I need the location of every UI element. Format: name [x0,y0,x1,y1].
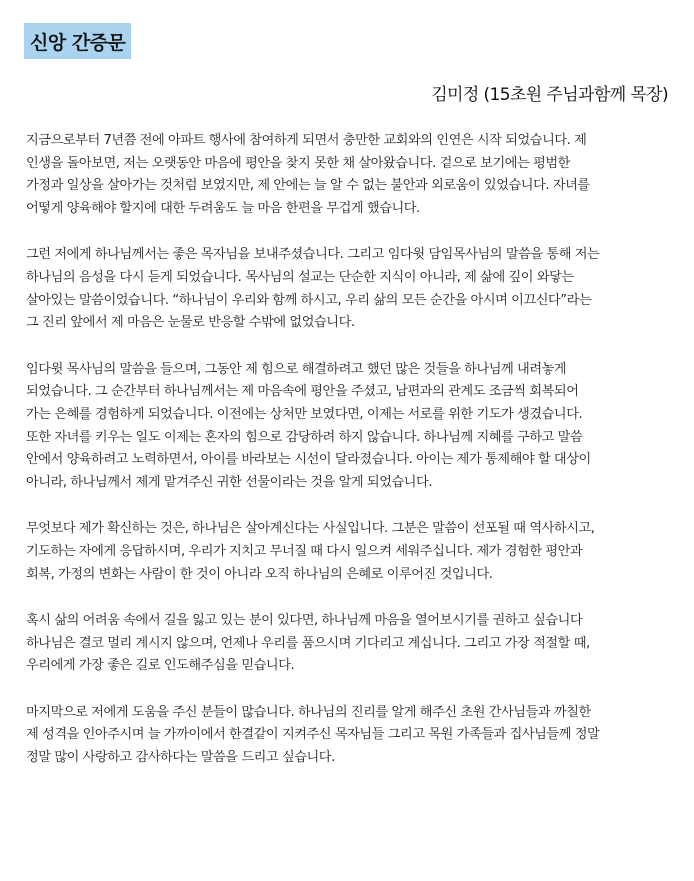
text-line: 지금으로부터 7년쯤 전에 아파트 행사에 참여하게 되면서 충만한 교회와의 인연은 시작 되었습니다. 제 [26,133,587,148]
text-line: 제 성격을 인아주시며 늘 가까이에서 한결같이 지켜주신 목자님들 그리고 목원 가족들과 집사님들께 정말 [26,727,600,743]
text-line: 하나님의 음성을 다시 듣게 되었습니다. 목사님의 설교는 단순한 지식이 아니라, 제 삶에 깊이 와닿는 [26,269,574,285]
text-line: 하나님은 결코 멀리 계시지 않으며, 언제나 우리를 품으시며 기다리고 계십니다. 그리고 가장 적절할 때, [26,635,590,651]
paragraph-2 [26,244,676,334]
paragraph-5 [26,610,676,678]
text-line: 정말 많이 사랑하고 감사하다는 말씀을 드리고 싶습니다. [26,750,335,766]
paragraph-6 [26,702,676,770]
text-line: 가정과 일상을 살아가는 것처럼 보였지만, 제 안에는 늘 알 수 없는 불안과 외로움이 있었습니다. 자녀를 [26,178,590,194]
text-line: 어떻게 양육해야 할지에 대한 두려움도 늘 마음 한편을 무겁게 했습니다. [26,200,420,216]
text-line: 인생을 돌아보면, 저는 오랫동안 마음에 평안을 찾지 못한 채 살아왔습니다. 겉으로 보기에는 평범한 [26,155,570,171]
paragraph-1 [26,130,676,220]
text-line: 그런 저에게 하나님께서는 좋은 목자님을 보내주셨습니다. 그리고 임다윗 담임목사님의 말씀을 통해 저는 [26,247,600,263]
text-line: 아니라, 하나님께서 제게 맡겨주신 귀한 선물이라는 것을 알게 되었습니다. [26,474,433,490]
text-line: 임다윗 목사님의 말씀을 들으며, 그동안 제 힘으로 해결하려고 했던 많은 것들을 하나님께 내려놓게 [26,361,567,377]
text-line: 우리에게 가장 좋은 길로 인도해주심을 믿습니다. [26,658,295,674]
text-line: 마지막으로 저에게 도움을 주신 분들이 많습니다. 하나님의 진리를 알게 해주신 초원 간사님들과 까칠한 [26,704,591,720]
text-line: 혹시 삶의 어려움 속에서 길을 잃고 있는 분이 있다면, 하나님께 마음을 열어보시기를 권하고 싶습니다 [26,613,583,629]
paragraph-4 [26,518,676,586]
text-line: 되었습니다. 그 순간부터 하나님께서는 제 마음속에 평안을 주셨고, 남편과의 관계도 조금씩 회복되어 [26,384,579,400]
text-line: 살아있는 말씀이었습니다. “하나님이 우리와 함께 하시고, 우리 삶의 모든 순간을 아시며 이끄신다”라는 [26,292,592,308]
text-line: 안에서 양육하려고 노력하면서, 아이를 바라보는 시선이 달라졌습니다. 아이는 제가 통제해야 할 대상이 [26,452,591,468]
page-title: 신앙 간증문 [24,23,131,59]
text-line: 무엇보다 제가 확신하는 것은, 하나님은 살아계신다는 사실입니다. 그분은 말씀이 선포될 때 역사하시고, [26,521,595,537]
text-line: 회복, 가정의 변화는 사람이 한 것이 아니라 오직 하나님의 은혜로 이루어진 것입니다. [26,566,493,582]
paragraph-3 [26,359,676,495]
author-line: 김미정 (15초원 주님과함께 목장) [431,85,668,105]
text-line: 가는 은혜를 경험하게 되었습니다. 이전에는 상처만 보였다면, 이제는 서로를 위한 기도가 생겼습니다. [26,406,583,422]
text-line: 기도하는 자에게 응답하시며, 우리가 지치고 무너질 때 다시 일으켜 세워주십니다. 제가 경험한 평안과 [26,543,583,559]
text-line: 그 진리 앞에서 제 마음은 눈물로 반응할 수밖에 없었습니다. [26,315,355,331]
text-line: 또한 자녀를 키우는 일도 이제는 혼자의 힘으로 감당하려 하지 않습니다. 하나님께 지혜를 구하고 말씀 [26,429,583,445]
testimony-body [26,130,676,794]
